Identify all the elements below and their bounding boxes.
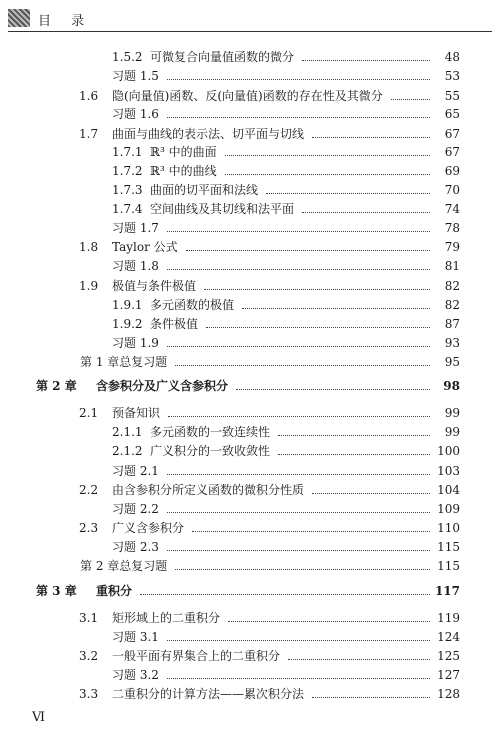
toc-entry-row[interactable] <box>0 629 500 645</box>
toc-entry-row[interactable] <box>0 316 500 332</box>
toc-section-number: 3.3 <box>79 687 99 701</box>
toc-page-number: 110 <box>437 521 460 535</box>
toc-entry-title: 第 2 章总复习题 <box>80 559 168 573</box>
toc-entry-row[interactable] <box>0 558 500 574</box>
toc-leader-dots <box>236 378 430 394</box>
toc-entry-title: 广义含参积分 <box>112 521 185 535</box>
toc-leader-dots <box>391 88 430 104</box>
toc-entry-title: 曲面与曲线的表示法、切平面与切线 <box>112 127 305 141</box>
toc-entry-title: 隐(向量值)函数、反(向量值)函数的存在性及其微分 <box>112 89 383 103</box>
toc-leader-dots <box>312 126 430 142</box>
toc-page-number: 119 <box>437 611 460 625</box>
toc-leader-dots <box>312 686 430 702</box>
toc-page-number: 69 <box>444 164 460 178</box>
toc-page-number: 48 <box>444 50 460 64</box>
toc-page-number: 53 <box>444 69 460 83</box>
toc-section-number: 1.9.1 <box>112 298 143 312</box>
toc-page-number: 125 <box>437 649 460 663</box>
toc-leader-dots <box>288 648 430 664</box>
toc-entry-row[interactable] <box>0 501 500 517</box>
toc-entry-title: 第 1 章总复习题 <box>80 355 168 369</box>
toc-section-number: 1.7.4 <box>112 202 143 216</box>
toc-leader-dots <box>167 68 430 84</box>
toc-page-number: 81 <box>444 259 460 273</box>
toc-page-number: 127 <box>437 668 460 682</box>
toc-leader-dots <box>140 583 430 599</box>
toc-leader-dots <box>175 354 430 370</box>
toc-section-number: 2.3 <box>79 521 99 535</box>
toc-section-number: 1.5.2 <box>112 50 143 64</box>
toc-entry-row[interactable] <box>0 126 500 142</box>
toc-page-number: 98 <box>443 379 460 393</box>
toc-section-number: 第 3 章 <box>36 584 77 598</box>
toc-leader-dots <box>206 316 430 332</box>
toc-entry-row[interactable] <box>0 482 500 498</box>
toc-entry-title: ℝ³ 中的曲面 <box>150 145 217 159</box>
toc-page-number: 99 <box>444 425 460 439</box>
toc-entry-row[interactable] <box>0 258 500 274</box>
toc-entry-row[interactable] <box>0 163 500 179</box>
toc-page-number: 124 <box>437 630 460 644</box>
toc-entry-row[interactable] <box>0 182 500 198</box>
toc-entry-row[interactable] <box>0 686 500 702</box>
toc-entry-row[interactable] <box>0 201 500 217</box>
toc-entry-title: 预备知识 <box>112 406 161 420</box>
toc-section-number: 1.9.2 <box>112 317 143 331</box>
toc-section-number: 1.7 <box>79 127 99 141</box>
header-title: 目 录 <box>38 14 93 29</box>
toc-entry-title: 习题 1.6 <box>112 107 159 121</box>
toc-leader-dots <box>242 297 430 313</box>
toc-entry-title: 多元函数的一致连续性 <box>150 425 271 439</box>
toc-entry-title: 空间曲线及其切线和法平面 <box>150 202 295 216</box>
toc-entry-row[interactable] <box>0 88 500 104</box>
toc-leader-dots <box>167 106 430 122</box>
toc-entry-row[interactable] <box>0 443 500 459</box>
toc-entry-title: 矩形域上的二重积分 <box>112 611 221 625</box>
toc-leader-dots <box>228 610 430 626</box>
toc-entry-row[interactable] <box>0 68 500 84</box>
toc-page-number: 82 <box>444 298 460 312</box>
toc-entry-title: 习题 1.5 <box>112 69 159 83</box>
toc-section-number: 1.7.3 <box>112 183 143 197</box>
toc-entry-title: 一般平面有界集合上的二重积分 <box>112 649 281 663</box>
toc-entry-title: 习题 3.2 <box>112 668 159 682</box>
toc-leader-dots <box>302 201 430 217</box>
toc-entry-row[interactable] <box>0 667 500 683</box>
toc-leader-dots <box>167 629 430 645</box>
toc-page-number: 93 <box>444 336 460 350</box>
toc-entry-title: 习题 2.1 <box>112 464 159 478</box>
toc-chapter-row[interactable] <box>0 583 500 599</box>
toc-leader-dots <box>278 443 430 459</box>
toc-leader-dots <box>312 482 430 498</box>
toc-entry-title: 习题 1.9 <box>112 336 159 350</box>
toc-leader-dots <box>192 520 430 536</box>
toc-leader-dots <box>204 278 430 294</box>
toc-entry-title: 条件极值 <box>150 317 199 331</box>
toc-leader-dots <box>186 239 430 255</box>
toc-page-number: 99 <box>444 406 460 420</box>
toc-entry-row[interactable] <box>0 106 500 122</box>
toc-entry-row[interactable] <box>0 354 500 370</box>
toc-entry-row[interactable] <box>0 49 500 65</box>
toc-leader-dots <box>175 558 430 574</box>
toc-entry-row[interactable] <box>0 520 500 536</box>
toc-entry-row[interactable] <box>0 335 500 351</box>
toc-leader-dots <box>167 667 430 683</box>
toc-entry-title: 习题 1.7 <box>112 221 159 235</box>
toc-section-number: 3.1 <box>79 611 99 625</box>
toc-entry-row[interactable] <box>0 405 500 421</box>
toc-page-number: 115 <box>437 540 460 554</box>
toc-leader-dots <box>225 144 430 160</box>
toc-leader-dots <box>167 258 430 274</box>
toc-section-number: 2.1.1 <box>112 425 143 439</box>
toc-entry-title: 习题 2.2 <box>112 502 159 516</box>
toc-entry-title: 含参积分及广义含参积分 <box>96 379 229 393</box>
toc-leader-dots <box>167 501 430 517</box>
toc-entry-row[interactable] <box>0 424 500 440</box>
toc-page-number: 100 <box>437 444 460 458</box>
toc-section-number: 1.8 <box>79 240 99 254</box>
toc-entry-row[interactable] <box>0 610 500 626</box>
toc-section-number: 2.2 <box>79 483 99 497</box>
toc-page-number: 104 <box>437 483 460 497</box>
toc-entry-row[interactable] <box>0 278 500 294</box>
toc-entry-title: Taylor 公式 <box>112 240 178 254</box>
toc-page-number: 78 <box>444 221 460 235</box>
toc-entry-title: 极值与条件极值 <box>112 279 197 293</box>
toc-page-number: 65 <box>444 107 460 121</box>
toc-section-number: 1.9 <box>79 279 99 293</box>
toc-leader-dots <box>167 463 430 479</box>
toc-entry-row[interactable] <box>0 239 500 255</box>
toc-entry-title: 曲面的切平面和法线 <box>150 183 259 197</box>
toc-leader-dots <box>225 163 430 179</box>
toc-entry-title: 习题 2.3 <box>112 540 159 554</box>
toc-page-number: 74 <box>444 202 460 216</box>
toc-leader-dots <box>278 424 430 440</box>
toc-chapter-row[interactable] <box>0 378 500 394</box>
toc-leader-dots <box>167 335 430 351</box>
toc-page-number: 79 <box>444 240 460 254</box>
toc-page-number: 67 <box>444 145 460 159</box>
toc-entry-row[interactable] <box>0 144 500 160</box>
toc-page-number: 128 <box>437 687 460 701</box>
toc-page-number: 87 <box>444 317 460 331</box>
toc-entry-title: 习题 3.1 <box>112 630 159 644</box>
toc-entry-title: 重积分 <box>96 584 133 598</box>
toc-entry-title: 多元函数的极值 <box>150 298 235 312</box>
toc-leader-dots <box>302 49 430 65</box>
toc-entry-title: 由含参积分所定义函数的微积分性质 <box>112 483 305 497</box>
page-number-footer: Ⅵ <box>32 710 46 725</box>
toc-entry-row[interactable] <box>0 463 500 479</box>
toc-page-number: 109 <box>437 502 460 516</box>
toc-section-number: 3.2 <box>79 649 99 663</box>
toc-entry-title: 习题 1.8 <box>112 259 159 273</box>
toc-entry-row[interactable] <box>0 297 500 313</box>
toc-page-number: 95 <box>444 355 460 369</box>
toc-page-number: 82 <box>444 279 460 293</box>
toc-section-number: 第 2 章 <box>36 379 77 393</box>
toc-page-number: 67 <box>444 127 460 141</box>
toc-entry-title: 广义积分的一致收敛性 <box>150 444 271 458</box>
toc-section-number: 1.7.2 <box>112 164 143 178</box>
toc-section-number: 2.1 <box>79 406 99 420</box>
toc-leader-dots <box>167 220 430 236</box>
toc-section-number: 2.1.2 <box>112 444 143 458</box>
toc-leader-dots <box>168 405 430 421</box>
toc-entry-title: 二重积分的计算方法——累次积分法 <box>112 687 305 701</box>
toc-entry-row[interactable] <box>0 648 500 664</box>
toc-entry-title: ℝ³ 中的曲线 <box>150 164 217 178</box>
toc-page-number: 103 <box>437 464 460 478</box>
toc-entry-row[interactable] <box>0 539 500 555</box>
toc-entry-title: 可微复合向量值函数的微分 <box>150 50 295 64</box>
toc-leader-dots <box>167 539 430 555</box>
toc-section-number: 1.7.1 <box>112 145 143 159</box>
toc-page-number: 70 <box>444 183 460 197</box>
toc-entry-row[interactable] <box>0 220 500 236</box>
toc-leader-dots <box>266 182 430 198</box>
toc-page-number: 115 <box>437 559 460 573</box>
toc-page-number: 117 <box>434 584 460 598</box>
toc-section-number: 1.6 <box>79 89 99 103</box>
toc-page-number: 55 <box>444 89 460 103</box>
